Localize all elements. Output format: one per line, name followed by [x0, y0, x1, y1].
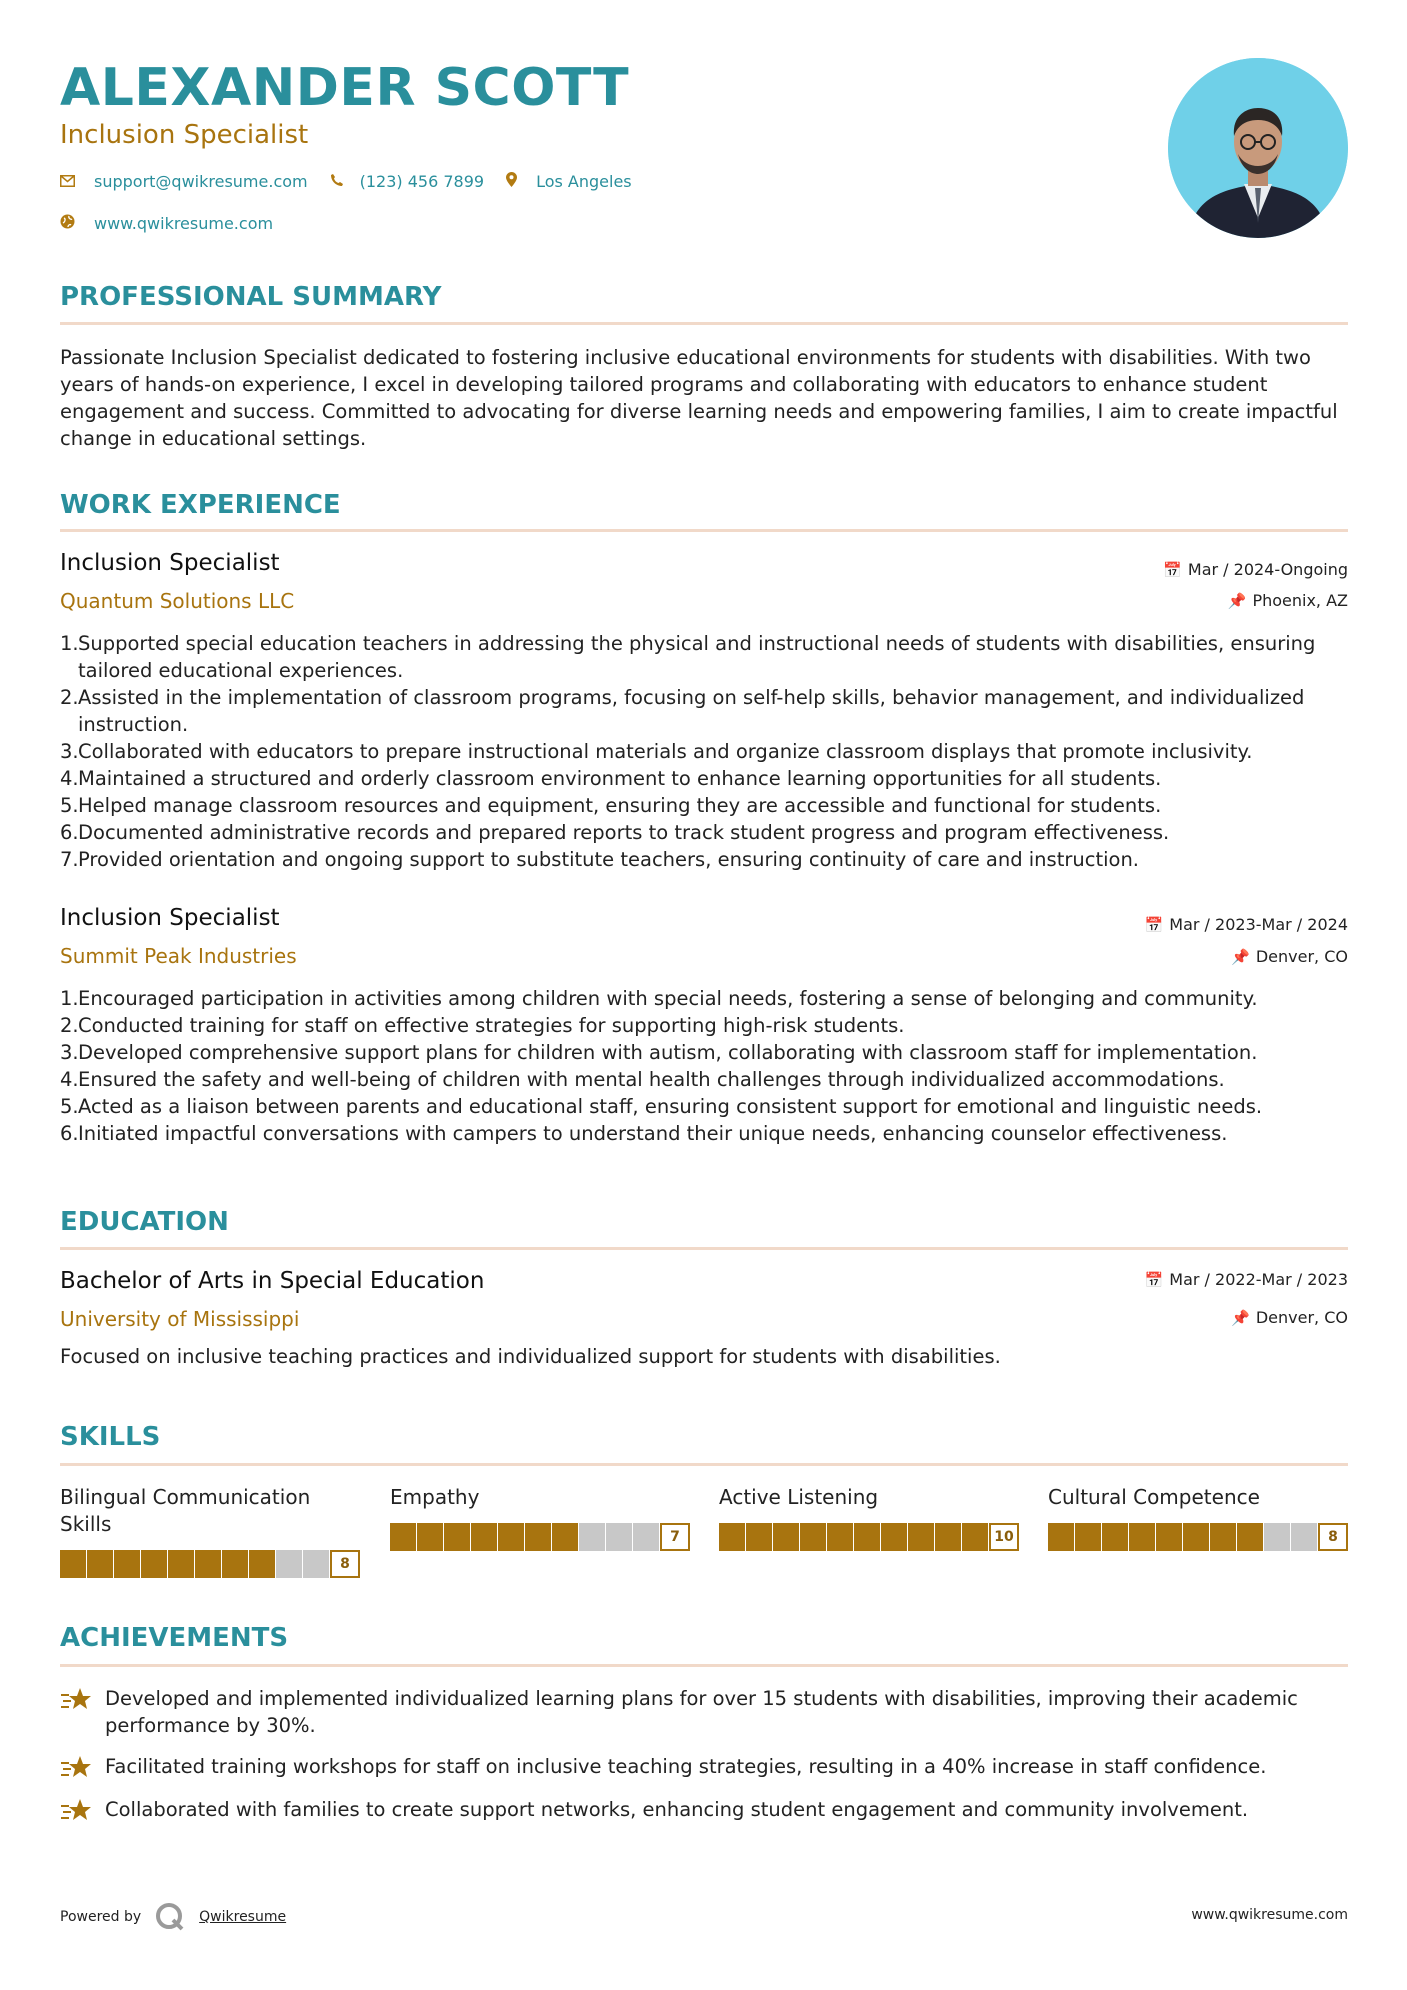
- skill-segment-filled: [444, 1523, 470, 1551]
- skill-segment-filled: [249, 1550, 275, 1578]
- achievements-divider: [60, 1664, 1348, 1667]
- skill-name: Empathy: [390, 1485, 480, 1509]
- star-icon: [60, 1685, 96, 1715]
- skill-item: [60, 1484, 360, 1578]
- list-item: 6. Documented administrative records and prepared reports to track student progress and program effectiveness.: [60, 821, 1170, 844]
- skill-item: [1048, 1484, 1348, 1551]
- job-dates-text: Mar / 2024-Ongoing: [1187, 560, 1348, 579]
- skill-segment-empty: [1291, 1523, 1317, 1551]
- skill-segment-empty: [276, 1550, 302, 1578]
- envelope-icon: [60, 172, 94, 191]
- job-company: Summit Peak Industries: [60, 944, 297, 968]
- experience-divider: [60, 529, 1348, 532]
- experience-heading: WORK EXPERIENCE: [60, 490, 341, 520]
- skill-segment-empty: [1264, 1523, 1290, 1551]
- skill-segment-filled: [1075, 1523, 1101, 1551]
- skill-level-badge: 10: [989, 1523, 1019, 1551]
- skill-segment-filled: [1129, 1523, 1155, 1551]
- calendar-icon: 📅: [1144, 916, 1164, 934]
- job-dates: [1163, 560, 1348, 579]
- list-item: 4. Ensured the safety and well-being of children with mental health challenges through individualized accommodations.: [60, 1068, 1225, 1091]
- website-text: www.qwikresume.com: [94, 214, 274, 233]
- skill-segment-filled: [773, 1523, 799, 1551]
- education-school: University of Mississippi: [60, 1307, 300, 1331]
- skill-segment-filled: [168, 1550, 194, 1578]
- skill-segment-filled: [87, 1550, 113, 1578]
- skill-segment-filled: [471, 1523, 497, 1551]
- skill-level-badge: 8: [330, 1550, 360, 1578]
- skill-segment-filled: [1237, 1523, 1263, 1551]
- job-dates-text: Mar / 2023-Mar / 2024: [1169, 915, 1348, 934]
- skill-segment-filled: [1048, 1523, 1074, 1551]
- skill-segment-filled: [141, 1550, 167, 1578]
- skill-bar: [390, 1523, 690, 1551]
- skill-segment-filled: [525, 1523, 551, 1551]
- skill-segment-filled: [498, 1523, 524, 1551]
- phone-icon: [330, 172, 360, 191]
- job-location-text: Phoenix, AZ: [1252, 591, 1348, 610]
- summary-text: Passionate Inclusion Specialist dedicated to fostering inclusive educational environments for students with disabilities. With two years of hands-on experience, I excel in developing tailored programs and collaborating with educators to enhance student engagement and success. Committed to advocating for diverse learning needs and empowering families, I aim to create impactful change in educational settings.: [60, 346, 1338, 450]
- list-item: 3. Collaborated with educators to prepare instructional materials and organize classroom displays that promote inclusivity.: [60, 740, 1253, 763]
- qwikresume-link[interactable]: Qwikresume: [199, 1909, 287, 1925]
- list-item: 7. Provided orientation and ongoing support to substitute teachers, ensuring continuity of care and instruction.: [60, 848, 1139, 871]
- skill-segment-empty: [303, 1550, 329, 1578]
- job-dates: [1145, 915, 1348, 934]
- job-title: Inclusion Specialist: [60, 550, 280, 576]
- email-text: support@qwikresume.com: [94, 172, 308, 191]
- list-item: 1. Encouraged participation in activities among children with special needs, fostering a sense of belonging and community.: [60, 987, 1258, 1010]
- powered-by-label: Powered by: [60, 1909, 142, 1925]
- skill-segment-filled: [800, 1523, 826, 1551]
- candidate-name: ALEXANDER SCOTT: [60, 58, 630, 118]
- footer-website[interactable]: www.qwikresume.com: [1191, 1907, 1348, 1923]
- skill-segment-filled: [854, 1523, 880, 1551]
- phone-text: (123) 456 7899: [359, 172, 485, 191]
- achievement-item: [60, 1753, 1350, 1780]
- skill-segment-filled: [719, 1523, 745, 1551]
- job-location-text: Denver, CO: [1255, 947, 1348, 966]
- skill-segment-filled: [1183, 1523, 1209, 1551]
- summary-heading: PROFESSIONAL SUMMARY: [60, 282, 442, 312]
- calendar-icon: 📅: [1163, 561, 1182, 579]
- list-item: 5. Acted as a liaison between parents and educational staff, ensuring consistent support for emotional and linguistic needs.: [60, 1095, 1263, 1118]
- skill-segment-filled: [417, 1523, 443, 1551]
- contact-phone[interactable]: [330, 172, 484, 191]
- achievements-heading: ACHIEVEMENTS: [60, 1623, 289, 1653]
- skill-bar: [719, 1523, 1019, 1551]
- education-location-text: Denver, CO: [1255, 1308, 1348, 1327]
- job-location: [1231, 947, 1348, 966]
- skill-segment-filled: [114, 1550, 140, 1578]
- education-description: Focused on inclusive teaching practices and individualized support for students with disabilities.: [60, 1345, 1001, 1368]
- skill-name: Active Listening: [719, 1485, 879, 1509]
- list-item: 2. Conducted training for staff on effective strategies for supporting high-risk students.: [60, 1014, 905, 1037]
- map-pin-icon: [506, 172, 536, 191]
- summary-divider: [60, 322, 1348, 325]
- education-dates-text: Mar / 2022-Mar / 2023: [1169, 1270, 1348, 1289]
- star-icon: [60, 1753, 96, 1783]
- skill-bar: [60, 1550, 360, 1578]
- achievement-text: Facilitated training workshops for staff on inclusive teaching strategies, resulting in a 40% increase in staff confidence.: [105, 1755, 1267, 1778]
- skill-segment-empty: [633, 1523, 659, 1551]
- contact-website[interactable]: [60, 214, 273, 233]
- skill-segment-filled: [1156, 1523, 1182, 1551]
- star-icon: [60, 1796, 96, 1826]
- pushpin-icon: 📌: [1231, 1309, 1250, 1327]
- education-heading: EDUCATION: [60, 1207, 229, 1237]
- skill-item: [719, 1484, 1019, 1551]
- skill-segment-filled: [908, 1523, 934, 1551]
- calendar-icon: 📅: [1144, 1271, 1164, 1289]
- skill-segment-filled: [1102, 1523, 1128, 1551]
- skill-segment-filled: [390, 1523, 416, 1551]
- skill-segment-filled: [962, 1523, 988, 1551]
- list-item: 1. Supported special education teachers in addressing the physical and instructional needs of students with disabilities, ensuring tailored educational experiences.: [60, 632, 1316, 682]
- job-bullets: [60, 630, 1350, 873]
- skill-name: Cultural Competence: [1048, 1485, 1260, 1509]
- skill-name: Bilingual Communication Skills: [60, 1485, 311, 1536]
- pushpin-icon: 📌: [1227, 592, 1247, 610]
- skill-segment-filled: [60, 1550, 86, 1578]
- list-item: 5. Helped manage classroom resources and equipment, ensuring they are accessible and functional for students.: [60, 794, 1162, 817]
- profile-photo: [1168, 58, 1348, 238]
- contact-row: [60, 172, 654, 191]
- skill-item: [390, 1484, 690, 1551]
- list-item: 4. Maintained a structured and orderly classroom environment to enhance learning opportunities for all students.: [60, 767, 1162, 790]
- skill-segment-filled: [746, 1523, 772, 1551]
- location-text: Los Angeles: [536, 172, 632, 191]
- achievement-item: [60, 1796, 1350, 1823]
- achievement-item: [60, 1685, 1350, 1739]
- skills-heading: SKILLS: [60, 1422, 161, 1452]
- achievement-text: Developed and implemented individualized learning plans for over 15 students with disabilities, improving their academic performance by 30%.: [105, 1687, 1298, 1737]
- job-bullets: [60, 985, 1350, 1147]
- skill-segment-empty: [579, 1523, 605, 1551]
- skill-segment-filled: [935, 1523, 961, 1551]
- achievement-text: Collaborated with families to create support networks, enhancing student engagement and community involvement.: [105, 1798, 1249, 1821]
- skill-level-badge: 7: [660, 1523, 690, 1551]
- education-divider: [60, 1247, 1348, 1250]
- skill-segment-filled: [195, 1550, 221, 1578]
- contact-location: [506, 172, 632, 191]
- skill-segment-filled: [827, 1523, 853, 1551]
- contact-email[interactable]: [60, 172, 308, 191]
- list-item: 2. Assisted in the implementation of classroom programs, focusing on self-help skills, behavior management, and individualized instruction.: [60, 686, 1305, 736]
- qwikresume-logo-icon: [155, 1902, 185, 1932]
- job-title: Inclusion Specialist: [60, 905, 280, 931]
- education-degree: Bachelor of Arts in Special Education: [60, 1268, 485, 1294]
- education-location: [1231, 1308, 1348, 1327]
- job-location: [1228, 591, 1348, 610]
- candidate-title: Inclusion Specialist: [60, 120, 309, 150]
- skill-bar: [1048, 1523, 1348, 1551]
- skill-segment-filled: [881, 1523, 907, 1551]
- list-item: 3. Developed comprehensive support plans for children with autism, collaborating with classroom staff for implementation.: [60, 1041, 1258, 1064]
- skill-segment-filled: [222, 1550, 248, 1578]
- footer-powered-by: [60, 1902, 286, 1932]
- skill-segment-empty: [606, 1523, 632, 1551]
- skills-divider: [60, 1463, 1348, 1466]
- pushpin-icon: 📌: [1231, 948, 1250, 966]
- skill-segment-filled: [552, 1523, 578, 1551]
- skill-level-badge: 8: [1318, 1523, 1348, 1551]
- skill-segment-filled: [1210, 1523, 1236, 1551]
- list-item: 6. Initiated impactful conversations with campers to understand their unique needs, enhancing counselor effectiveness.: [60, 1122, 1228, 1145]
- job-company: Quantum Solutions LLC: [60, 589, 295, 613]
- education-dates: [1145, 1270, 1348, 1289]
- globe-icon: [60, 214, 94, 233]
